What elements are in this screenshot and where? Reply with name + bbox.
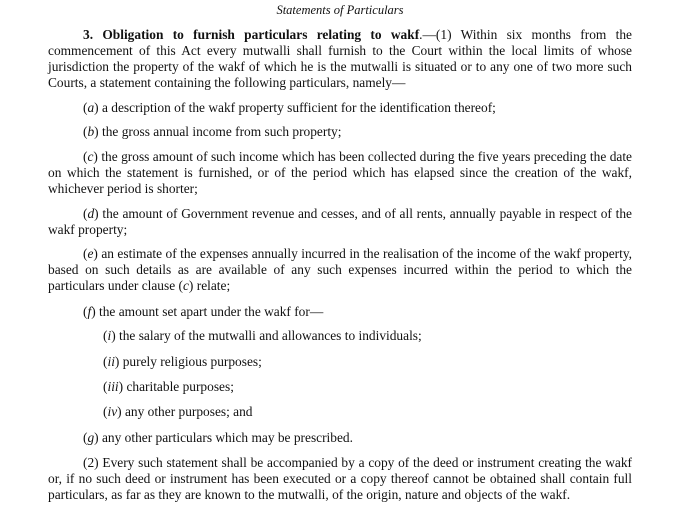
subclause-label: iii [107, 379, 119, 394]
subsection-2 [48, 455, 632, 503]
clause-c: (c) the gross amount of such income which has been collected during the five years preceding the date on which the statement is furnished, or of the period which has elapsed since the creation of the wakf, whichever period is shorter; [48, 149, 632, 196]
section-intro: Within six months from the commencement of this Act every mutwalli shall furnish to the Court within the local limits of whose jurisdiction the property of the wakf of which he is the mutwalli is situated or to any one of two more such Courts, a statement containing the following particulars, namely— [48, 27, 632, 90]
clause-label: g [87, 430, 95, 445]
clause-text: the gross amount of such income which has been collected during the five years preceding the date on which the statement is furnished, or of the period which has elapsed since the creation of the wakf, whichever period is shorter; [48, 149, 632, 196]
clause-text: the amount of Government revenue and cesses, and of all rents, annually payable in respect of the wakf property; [48, 206, 632, 237]
section-heading [83, 27, 419, 42]
subsection-2-text: Every such statement shall be accompanied by a copy of the deed or instrument creating the wakf or, if no such deed or instrument has been executed or a copy thereof cannot be obtained shall contain full particulars, as far as they are known to the mutwalli, of the origin, nature and objects of the wakf. [48, 455, 632, 502]
clause-text: a description of the wakf property sufficient for the identification thereof; [101, 100, 496, 115]
subclause-iv: (iv) any other purposes; and [103, 404, 253, 419]
clause-label: d [87, 206, 95, 221]
clause-f: (f) the amount set apart under the wakf for— [83, 304, 324, 319]
subclause-label: iv [107, 404, 118, 419]
clause-reference: c [182, 278, 189, 293]
clause-text: the gross annual income from such property; [101, 124, 342, 139]
clause-label: f [87, 304, 92, 319]
running-head: Statements of Particulars [276, 3, 404, 17]
subclause-label: i [107, 328, 112, 343]
clause-text: the amount set apart under the wakf for— [99, 304, 324, 319]
subsection-2-marker: (2) [83, 455, 99, 470]
subsection-1-marker: (1) [435, 27, 452, 42]
clause-g: (g) any other particulars which may be prescribed. [83, 430, 353, 445]
subclause-text: any other purposes; and [124, 404, 253, 419]
subclause-text: the salary of the mutwalli and allowances to individuals; [119, 328, 422, 343]
clause-label: c [87, 149, 94, 164]
section-dash: .— [419, 27, 436, 42]
clause-text: any other particulars which may be prescribed. [101, 430, 353, 445]
clause-d: (d) the amount of Government revenue and cesses, and of all rents, annually payable in respect of the wakf property; [48, 206, 632, 237]
section-3-subsection-1 [48, 27, 632, 91]
subclause-text: charitable purposes; [126, 379, 234, 394]
clause-b: (b) the gross annual income from such property; [83, 124, 342, 139]
subclause-ii: (ii) purely religious purposes; [103, 354, 262, 369]
clause-label: e [87, 246, 94, 261]
subclause-text: purely religious purposes; [122, 354, 262, 369]
clause-label: b [87, 124, 95, 139]
clause-e: (e) an estimate of the expenses annually incurred in the realisation of the income of the wakf property, based on such details as are available of any such expenses incurred within the period to which the particulars under clause (c) relate; [48, 246, 632, 293]
clause-a: (a) a description of the wakf property sufficient for the identification thereof; [83, 100, 496, 115]
subclause-i: (i) the salary of the mutwalli and allowances to individuals; [103, 328, 422, 343]
clause-text-end: relate; [193, 278, 231, 293]
clause-text: an estimate of the expenses annually incurred in the realisation of the income of the wakf property, based on such details as are available of any such expenses incurred within the period to which the particulars under clause [48, 246, 632, 293]
section-title: Obligation to furnish particulars relating to wakf [102, 27, 420, 42]
subclause-label: ii [107, 354, 115, 369]
clause-label: a [87, 100, 95, 115]
subclause-iii: (iii) charitable purposes; [103, 379, 234, 394]
section-number: 3. [83, 27, 94, 42]
